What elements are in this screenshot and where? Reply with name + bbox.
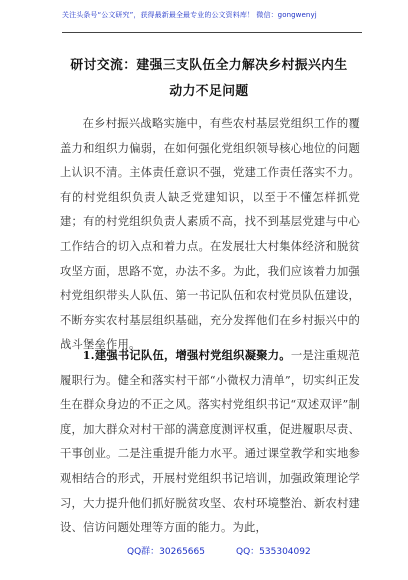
document-title: 研讨交流：建强三支队伍全力解决乡村振兴内生动力不足问题 [70, 58, 348, 99]
footer-qq-group: QQ群：30265665 [127, 547, 205, 557]
section-body: 一是注重规范履职行为。健全和落实村干部“小微权力清单”，切实纠正发生在群众身边的不正之风。落实村党组织书记“双述双评”制度，加大群众对村干部的满意度测评权重，促进履职尽责、干事创业。二是注重提升能力水平。通过课堂教学和实地参观相结合的形式，开展村党组织书记培训，加强政策理论学习，大力提升他们抓好脱贫攻坚、农村环境整治、新农村建设、信访问题处理等方面的能力。为此， [60, 349, 360, 535]
section-heading: 1.建强书记队伍，增强村党组织凝聚力。 [82, 348, 291, 362]
header-divider [62, 32, 362, 33]
header-notice: 关注头条号“公文研究”，获得最新最全最专业的公文资料库！ 微信：gongwenyj [62, 11, 317, 19]
footer-qq-contact: QQ：535304092 [236, 547, 311, 557]
body-paragraph-intro: 在乡村振兴战略实施中，有些农村基层党组织工作的覆盖力和组织力偏弱，在如何强化党组织领导核心地位的问题上认识不清。主体责任意识不强，党建工作责任落实不力。有的村党组织负责人缺乏党建知识，以至于不懂怎样抓党建；有的村党组织负责人素质不高，找不到基层党建与中心工作结合的切入点和着力点。在发展壮大村集体经济和脱贫攻坚方面，思路不宽，办法不多。为此，我们应该着力加强村党组织带头人队伍、第一书记队伍和农村党员队伍建设，不断夯实农村基层组织基础，充分发挥他们在乡村振兴中的战斗堡垒作用。 [60, 117, 360, 352]
body-paragraph-section-1 [60, 343, 360, 541]
